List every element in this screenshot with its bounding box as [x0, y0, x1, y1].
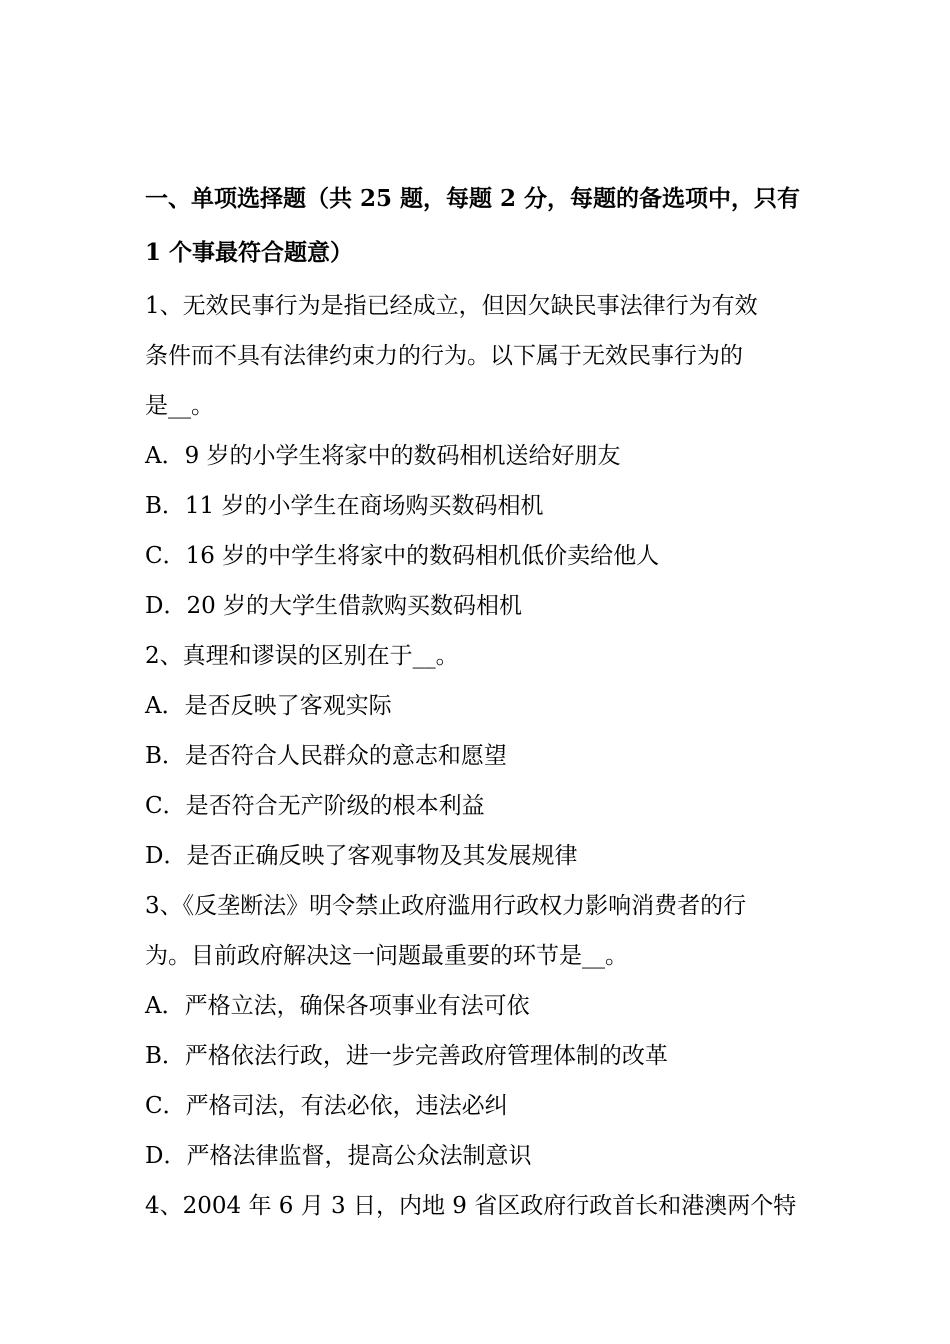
- option-a: A．是否反映了客观实际: [145, 693, 392, 719]
- option-d: D．严格法律监督，提高公众法制意识: [145, 1143, 532, 1169]
- option-d: D．20 岁的大学生借款购买数码相机: [145, 593, 523, 619]
- document-page: [145, 178, 815, 1236]
- option-b: B．严格依法行政，进一步完善政府管理体制的改革: [145, 1043, 668, 1069]
- question-2: [145, 636, 815, 886]
- option-c: C．严格司法，有法必依，违法必纠: [145, 1093, 508, 1119]
- question-text-line: 1、无效民事行为是指已经成立，但因欠缺民事法律行为有效: [145, 293, 758, 319]
- option-c: C．是否符合无产阶级的根本利益: [145, 793, 485, 819]
- question-text-line: 为。目前政府解决这一问题最重要的环节是__。: [145, 943, 628, 969]
- question-text-line: 2、真理和谬误的区别在于__。: [145, 643, 459, 669]
- option-d: D．是否正确反映了客观事物及其发展规律: [145, 843, 578, 869]
- section-heading-line-1: 一、单项选择题（共 25 题，每题 2 分，每题的备选项中，只有: [145, 185, 801, 212]
- section-heading-line-2: 1 个事最符合题意）: [145, 239, 354, 266]
- question-1: [145, 286, 815, 636]
- option-b: B．是否符合人民群众的意志和愿望: [145, 743, 507, 769]
- question-4: [145, 1186, 815, 1236]
- question-3: [145, 886, 815, 1186]
- question-text-line: 条件而不具有法律约束力的行为。以下属于无效民事行为的: [145, 343, 743, 369]
- option-c: C．16 岁的中学生将家中的数码相机低价卖给他人: [145, 543, 660, 569]
- question-text-line: 是__。: [145, 393, 214, 419]
- option-b: B．11 岁的小学生在商场购买数码相机: [145, 493, 544, 519]
- question-text-line: 4、2004 年 6 月 3 日，内地 9 省区政府行政首长和港澳两个特: [145, 1193, 797, 1219]
- option-a: A．9 岁的小学生将家中的数码相机送给好朋友: [145, 443, 621, 469]
- option-a: A．严格立法，确保各项事业有法可依: [145, 993, 530, 1019]
- question-text-line: 3、《反垄断法》明令禁止政府滥用行政权力影响消费者的行: [145, 893, 747, 919]
